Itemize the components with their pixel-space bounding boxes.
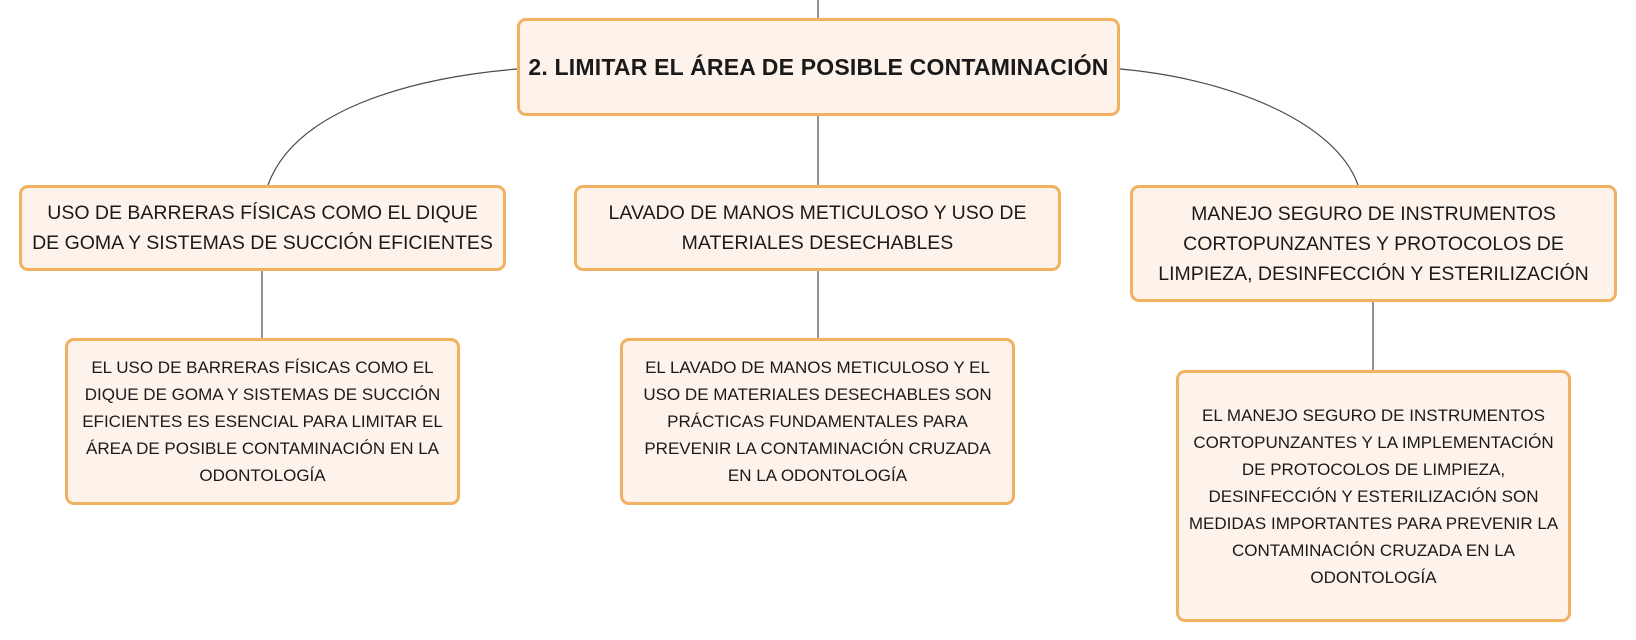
root-node-label: 2. LIMITAR EL ÁREA DE POSIBLE CONTAMINACIÓN — [528, 53, 1109, 80]
branch-node-label: LAVADO DE MANOS METICULOSO Y USO DE MATERIALES DESECHABLES — [608, 202, 1027, 254]
branch-node-label: MANEJO SEGURO DE INSTRUMENTOS CORTOPUNZANTES Y PROTOCOLOS DE LIMPIEZA, DESINFECCIÓN Y ESTERILIZACIÓN — [1158, 202, 1589, 285]
branch-node-hand-washing[interactable] — [574, 185, 1061, 271]
branch-node-physical-barriers[interactable] — [19, 185, 506, 271]
connector-root-to-branch-3 — [1120, 69, 1358, 185]
branch-node-sharp-instruments[interactable] — [1130, 185, 1617, 302]
detail-node-text: EL USO DE BARRERAS FÍSICAS COMO EL DIQUE DE GOMA Y SISTEMAS DE SUCCIÓN EFICIENTES ES ESENCIAL PARA LIMITAR EL ÁREA DE POSIBLE CONTAMINACIÓN EN LA ODONTOLOGÍA — [82, 358, 443, 485]
detail-node-sharp-instruments[interactable] — [1176, 370, 1571, 622]
detail-node-text: EL MANEJO SEGURO DE INSTRUMENTOS CORTOPUNZANTES Y LA IMPLEMENTACIÓN DE PROTOCOLOS DE LIMPIEZA, DESINFECCIÓN Y ESTERILIZACIÓN SON MEDIDAS IMPORTANTES PARA PREVENIR LA CONTAMINACIÓN CRUZADA EN LA ODONTOLOGÍA — [1188, 405, 1559, 587]
connector-root-to-branch-1 — [268, 69, 517, 185]
detail-node-physical-barriers[interactable] — [65, 338, 460, 505]
root-node[interactable] — [517, 18, 1120, 116]
detail-node-text: EL LAVADO DE MANOS METICULOSO Y EL USO DE MATERIALES DESECHABLES SON PRÁCTICAS FUNDAMENTALES PARA PREVENIR LA CONTAMINACIÓN CRUZADA EN LA ODONTOLOGÍA — [643, 358, 992, 485]
detail-node-hand-washing[interactable] — [620, 338, 1015, 505]
branch-node-label: USO DE BARRERAS FÍSICAS COMO EL DIQUE DE GOMA Y SISTEMAS DE SUCCIÓN EFICIENTES — [32, 202, 493, 254]
